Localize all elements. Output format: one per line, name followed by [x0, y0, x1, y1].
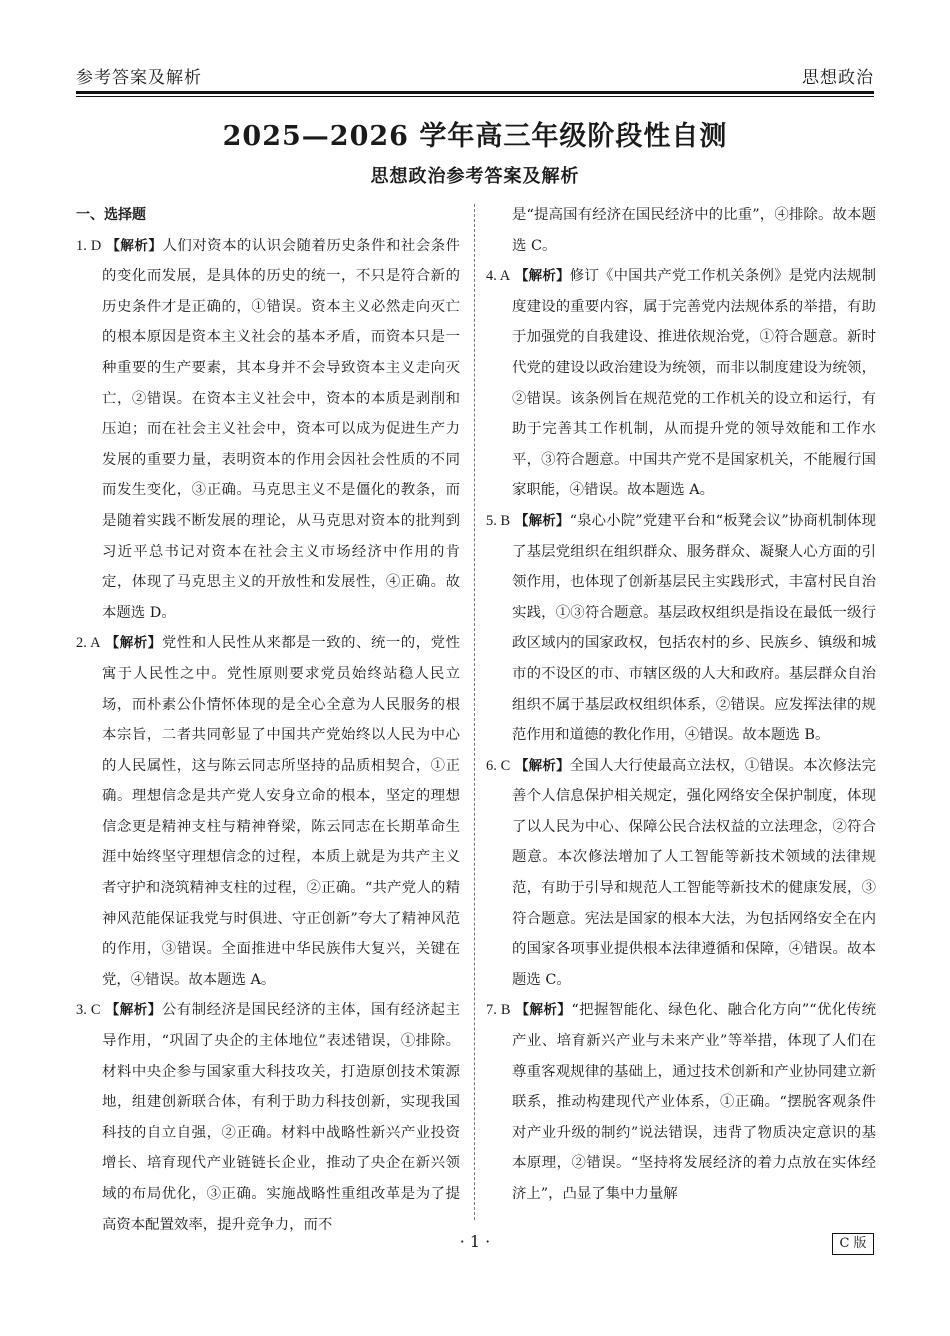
header-left: 参考答案及解析 [76, 68, 202, 88]
answer-item-6 [486, 751, 876, 996]
analysis-tag: 【解析】 [514, 268, 570, 285]
right-column [486, 200, 876, 1210]
item-text: 党性和人民性从来都是一致的、统一的，党性寓于人民性之中。党性原则要求党员始终站稳人民立场，而朴素公仆情怀体现的是全心全意为人民服务的根本宗旨，二者共同彰显了中国共产党始终以人民为中心的人民属性，这与陈云同志所坚持的品质相契合，①正确。理想信念是共产党人安身立命的根本，坚定的理想信念更是精神支柱与精神脊梁，陈云同志在长期革命生涯中始终坚守理想信念的过程，本质上就是为共产主义者守护和浇筑精神支柱的过程，②正确。“共产党人的精神风范能保证我党与时俱进、守正创新”夸大了精神风范的作用，③错误。全面推进中华民族伟大复兴，关键在党，④错误。故本题选 A。 [102, 635, 461, 988]
item-text: “泉心小院”党建平台和“板凳会议”协商机制体现了基层党组织在组织群众、服务群众、凝聚人心方面的引领作用，也体现了创新基层民主实践形式，丰富村民自治实践，①③符合题意。基层政权组织是指设在最低一级行政区域内的国家政权，包括农村的乡、民族乡、镇级和城市的不设区的市、市辖区级的人大和政府。基层群众自治组织不属于基层政权组织体系，②错误。应发挥法律的规范作用和道德的教化作用，④错误。故本题选 B。 [512, 512, 876, 744]
answer-item-5 [486, 506, 876, 751]
item-text: 全国人大行使最高立法权，①错误。本次修法完善个人信息保护相关规定，强化网络安全保护制度，体现了以人民为中心、保障公民合法权益的立法理念，②符合题意。本次修法增加了人工智能等新技术领域的法律规范，有助于引导和规范人工智能等新技术的健康发展，③符合题意。宪法是国家的根本大法，为包括网络安全在内的国家各项事业提供根本法律遵循和保障，④错误。故本题选 C。 [512, 757, 877, 988]
analysis-tag: 【解析】 [514, 757, 570, 774]
analysis-tag: 【解析】 [105, 1002, 162, 1019]
answer-item-3 [76, 995, 460, 1240]
header-rule-thick [76, 91, 874, 94]
item-number: 7. B [486, 1002, 511, 1019]
item-number: 2. A [76, 635, 101, 652]
header-right: 思想政治 [802, 68, 874, 88]
analysis-tag: 【解析】 [515, 1002, 572, 1019]
item-text: 公有制经济是国民经济的主体，国有经济起主导作用，“巩固了央企的主体地位”表述错误，①排除。材料中央企参与国家重大科技攻关，打造原创技术策源地，组建创新联合体，有利于助力科技创新，实现我国科技的自立自强，②正确。材料中战略性新兴产业投资增长、培育现代产业链链长企业，推动了央企在新兴领域的布局优化，③正确。实施战略性重组改革是为了提高资本配置效率，提升竞争力，而不 [102, 1002, 461, 1233]
item-number: 6. C [486, 757, 511, 774]
analysis-tag: 【解析】 [105, 635, 162, 652]
item-text: 人们对资本的认识会随着历史条件和社会条件的变化而发展，是具体的历史的统一，不只是符合新的历史条件才是正确的，①错误。资本主义必然走向灭亡的根本原因是资本主义社会的基本矛盾，而资本只是一种重要的生产要素，其本身并不会导致资本主义走向灭亡，②错误。在资本主义社会中，资本的本质是剥削和压迫；而在社会主义社会中，资本可以成为促进生产力发展的重要力量，表明资本的作用会因社会性质的不同而发生变化，③正确。马克思主义不是僵化的教条，而是随着实践不断发展的理论，从马克思对资本的批判到习近平总书记对资本在社会主义市场经济中作用的肯定，体现了马克思主义的开放性和发展性，④正确。故本题选 D。 [102, 237, 460, 621]
answer-item-7 [486, 995, 876, 1209]
item-number: 1. D [76, 237, 102, 254]
item-text: 修订《中国共产党工作机关条例》是党内法规制度建设的重要内容，属于完善党内法规体系的举措，有助于加强党的自我建设、推进依规治党，①符合题意。新时代党的建设以政治建设为统领，而非以制度建设为统领，②错误。该条例旨在规范党的工作机关的设立和运行，有助于完善其工作机制，从而提升党的领导效能和工作水平，③符合题意。中国共产党不是国家机关，不能履行国家职能，④错误。故本题选 A。 [512, 268, 877, 499]
item-text: “把握智能化、绿色化、融合化方向”“优化传统产业、培育新兴产业与未来产业”等举措，体现了人们在尊重客观规律的基础上，通过技术创新和产业协同建立新联系，推动构建现代产业体系，①正确。“摆脱客观条件对产业升级的制约”说法错误，违背了物质决定意识的基本原理，②错误。“坚持将发展经济的着力点放在实体经济上”，凸显了集中力量解 [512, 1002, 877, 1202]
item-3-continuation: 是“提高国有经济在国民经济中的比重”，④排除。故本题选 C。 [512, 207, 876, 254]
header-rule-thin [76, 96, 874, 97]
answer-item-4 [486, 261, 876, 506]
page-title: 2025—2026 学年高三年级阶段性自测 [222, 121, 728, 152]
analysis-tag: 【解析】 [106, 237, 163, 254]
item-number: 4. A [486, 268, 511, 285]
left-column [76, 200, 460, 1240]
analysis-tag: 【解析】 [514, 512, 570, 529]
page-number: · 1 · [459, 1232, 491, 1251]
answer-item-1 [76, 231, 460, 629]
page-subtitle: 思想政治参考答案及解析 [370, 166, 580, 187]
answer-item-2 [76, 628, 460, 995]
item-number: 3. C [76, 1002, 101, 1019]
item-number: 5. B [486, 512, 511, 529]
section-heading: 一、选择题 [76, 207, 146, 223]
version-badge: C 版 [832, 1233, 874, 1255]
column-divider [474, 204, 475, 1220]
running-header [76, 58, 874, 88]
